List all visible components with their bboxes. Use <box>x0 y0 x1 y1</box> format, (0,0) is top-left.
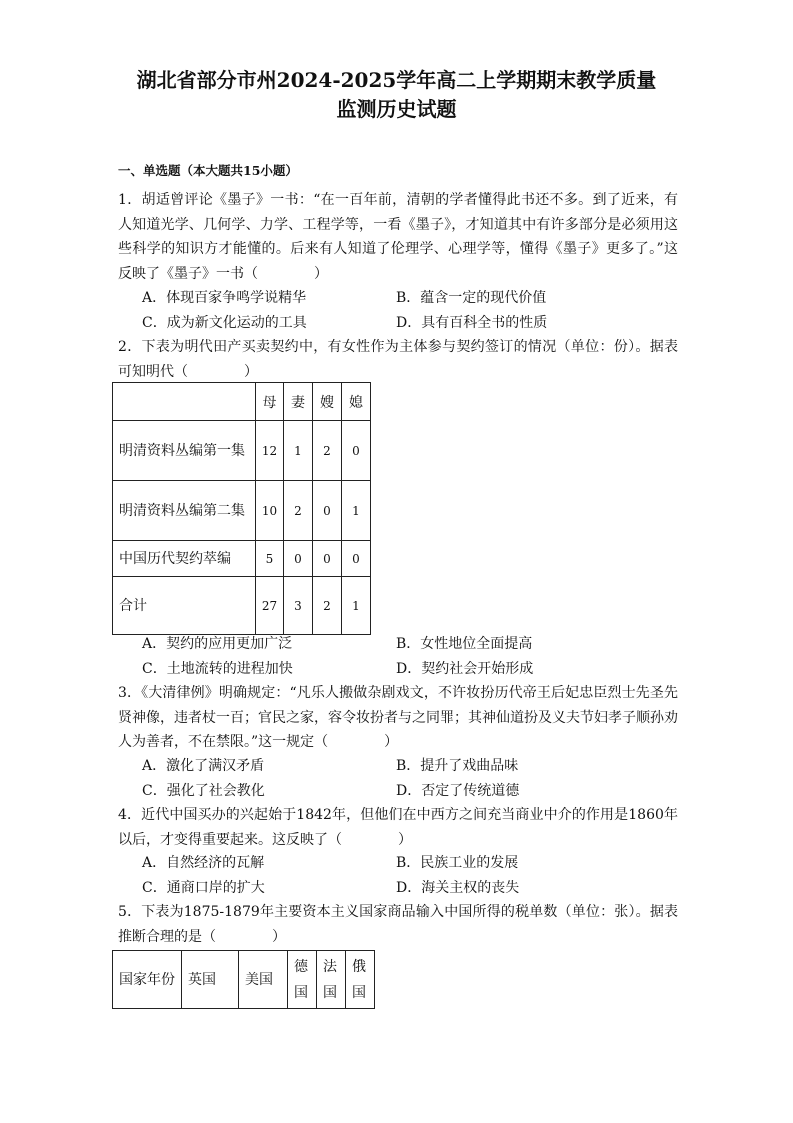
option-b[interactable]: B．女性地位全面提高 <box>396 636 533 652</box>
header-britain: 英国 <box>182 951 239 1009</box>
option-b[interactable]: B．提升了戏曲品味 <box>396 758 519 774</box>
option-b[interactable]: B．民族工业的发展 <box>396 855 519 871</box>
header-daughter-in-law: 媳 <box>342 383 371 421</box>
option-c[interactable]: C．成为新文化运动的工具 <box>142 314 307 331</box>
option-c[interactable]: C．强化了社会教化 <box>142 782 265 799</box>
cell-value: 10 <box>256 481 284 541</box>
row-source: 中国历代契约萃编 <box>113 541 256 577</box>
cell-value: 0 <box>284 541 313 577</box>
row-source: 明清资料丛编第二集 <box>113 481 256 541</box>
header-country-year: 国家年份 <box>113 951 182 1009</box>
option-d[interactable]: D．否定了传统道德 <box>396 782 520 799</box>
header-sister-in-law: 嫂 <box>313 383 342 421</box>
table-row <box>113 421 371 481</box>
option-a[interactable]: A．体现百家争鸣学说精华 <box>142 290 307 306</box>
option-a[interactable]: A．契约的应用更加广泛 <box>142 636 293 652</box>
tax-receipt-table <box>112 950 375 1009</box>
cell-value: 2 <box>284 481 313 541</box>
question-4-options <box>142 851 682 900</box>
header-usa: 美国 <box>239 951 288 1009</box>
cell-value: 0 <box>313 481 342 541</box>
option-c[interactable]: C．通商口岸的扩大 <box>142 879 265 896</box>
question-5-stem: 5．下表为1875-1879年主要资本主义国家商品输入中国所得的税单数（单位：张）。据表推断合理的是（ ） <box>118 904 678 945</box>
cell-value: 0 <box>342 421 371 481</box>
title-line-2: 监测历史试题 <box>336 97 457 121</box>
question-1-options <box>142 286 682 335</box>
document-title <box>0 66 793 124</box>
question-4-stem: 4．近代中国买办的兴起始于1842年，但他们在中西方之间充当商业中介的作用是1860年以后，才变得重要起来。这反映了（ ） <box>118 807 678 848</box>
section-heading: 一、单选题（本大题共15小题） <box>118 163 298 178</box>
option-c[interactable]: C．土地流转的进程加快 <box>142 660 293 677</box>
table-header-row <box>113 383 371 421</box>
option-d[interactable]: D．海关主权的丧失 <box>396 879 520 896</box>
option-d[interactable]: D．具有百科全书的性质 <box>396 314 548 331</box>
header-wife: 妻 <box>284 383 313 421</box>
table-corner-cell <box>113 383 256 421</box>
cell-value: 1 <box>342 577 371 635</box>
contract-table <box>112 382 371 635</box>
question-2-options <box>142 632 682 681</box>
title-line-1: 湖北省部分市州2024-2025学年高二上学期期末教学质量 <box>136 68 657 92</box>
cell-value: 0 <box>342 541 371 577</box>
cell-value: 2 <box>313 577 342 635</box>
header-france: 法国 <box>317 951 346 1009</box>
cell-value: 0 <box>313 541 342 577</box>
option-b[interactable]: B．蕴含一定的现代价值 <box>396 290 547 306</box>
cell-value: 5 <box>256 541 284 577</box>
header-germany: 德国 <box>288 951 317 1009</box>
question-3-stem: 3．《大清律例》明确规定：“凡乐人搬做杂剧戏文，不许妆扮历代帝王后妃忠臣烈士先圣先贤神像，违者杖一百；官民之家，容令妆扮者与之同罪；其神仙道扮及义夫节妇孝子顺孙劝人为善者，不在禁限。”这一规定（ ） <box>118 685 678 750</box>
header-russia: 俄国 <box>346 951 375 1009</box>
table-total-row <box>113 577 371 635</box>
table-row <box>113 541 371 577</box>
cell-value: 12 <box>256 421 284 481</box>
option-a[interactable]: A．激化了满汉矛盾 <box>142 758 265 774</box>
option-a[interactable]: A．自然经济的瓦解 <box>142 855 265 871</box>
table-row <box>113 481 371 541</box>
cell-value: 27 <box>256 577 284 635</box>
row-source: 合计 <box>113 577 256 635</box>
header-mother: 母 <box>256 383 284 421</box>
option-d[interactable]: D．契约社会开始形成 <box>396 660 534 677</box>
cell-value: 1 <box>342 481 371 541</box>
cell-value: 2 <box>313 421 342 481</box>
question-2-stem: 2．下表为明代田产买卖契约中，有女性作为主体参与契约签订的情况（单位：份）。据表可知明代（ ） <box>118 339 678 380</box>
table-header-row <box>113 951 375 1009</box>
row-source: 明清资料丛编第一集 <box>113 421 256 481</box>
question-1-stem: 1．胡适曾评论《墨子》一书：“在一百年前，清朝的学者懂得此书还不多。到了近来，有人知道光学、几何学、力学、工程学等，一看《墨子》，才知道其中有许多部分是必须用这些科学的知识方才能懂的。后来有人知道了伦理学、心理学等，懂得《墨子》更多了。”这反映了《墨子》一书（ ） <box>118 192 678 282</box>
question-3-options <box>142 754 682 803</box>
cell-value: 3 <box>284 577 313 635</box>
cell-value: 1 <box>284 421 313 481</box>
